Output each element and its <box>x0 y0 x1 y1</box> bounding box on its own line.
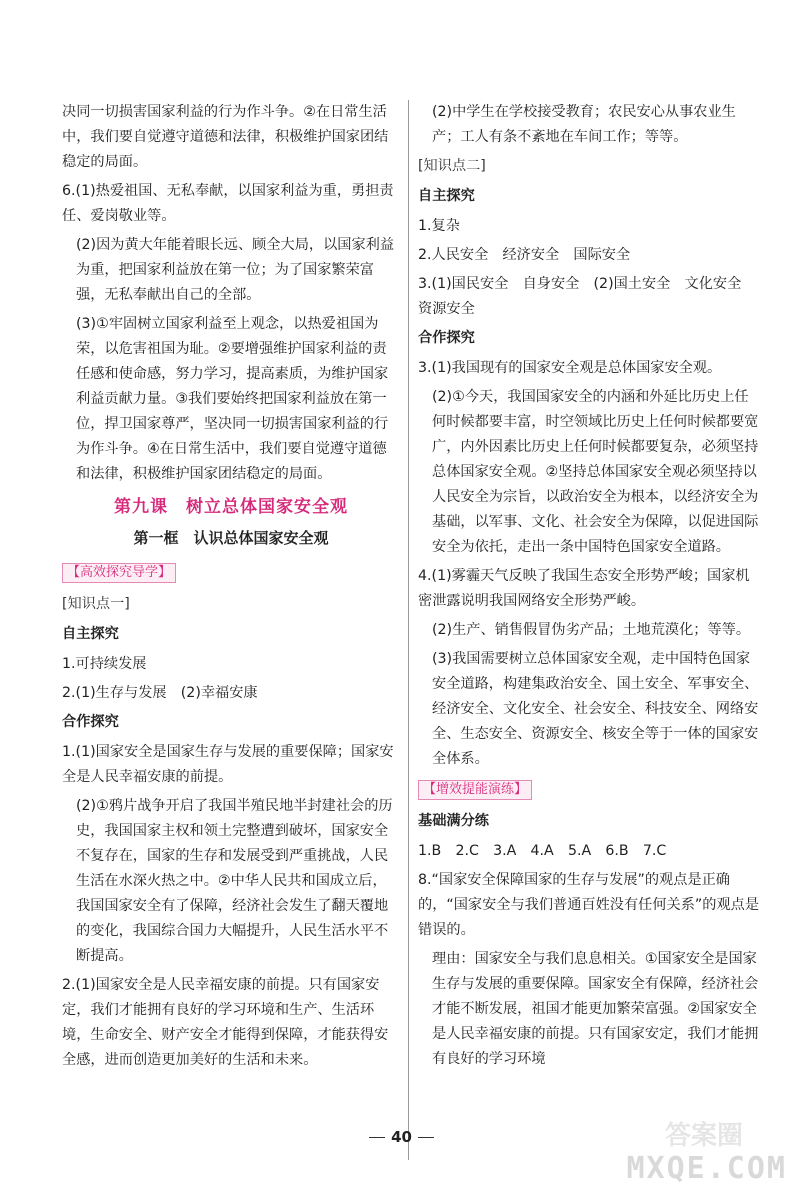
column-divider <box>408 100 409 1160</box>
answer-paragraph: 理由：国家安全与我们息息相关。①国家安全是国家生存与发展的重要保障。国家安全有保障，经济社会才能不断发展，祖国才能更加繁荣富强。②国家安全是人民幸福安康的前提。只有国家安定，我们才能拥有良好的学习环境 <box>432 951 759 1067</box>
watermark-url: MXQE.COM <box>626 1151 787 1186</box>
answer-paragraph: 2.人民安全 经济安全 国际安全 <box>418 247 631 263</box>
left-column <box>62 100 400 1077</box>
knowledge-point-label: [知识点一] <box>62 596 130 612</box>
answer-paragraph: 6.(1)热爱祖国、无私奉献，以国家利益为重，勇担责任、爱岗敬业等。 <box>62 183 394 224</box>
subheading: 合作探究 <box>62 714 119 730</box>
watermark-logo: 答案圈 <box>664 1121 743 1151</box>
answer-paragraph: 3.(1)我国现有的国家安全观是总体国家安全观。 <box>418 360 722 376</box>
answer-paragraph: (2)①今天，我国国家安全的内涵和外延比历史上任何时候都要丰富，时空领域比历史上任何时候都要宽广，内外因素比历史上任何时候都要复杂，必须坚持总体国家安全观。②坚持总体国家安全观必须坚持以人民安全为宗旨，以政治安全为根本，以经济安全为基础，以军事、文化、社会安全为保障，以促进国际安全为依托，走出一条中国特色国家安全道路。 <box>432 389 759 555</box>
frame-title: 第一框 认识总体国家安全观 <box>133 529 329 547</box>
answer-paragraph: (2)中学生在学校接受教育；农民安心从事农业生产；工人有条不紊地在车间工作；等等。 <box>432 104 736 145</box>
subheading: 自主探究 <box>418 188 475 204</box>
right-column <box>418 100 760 1076</box>
answer-paragraph: (2)因为黄大年能着眼长远、顾全大局，以国家利益为重，把国家利益放在第一位；为了国家繁荣富强，无私奉献出自己的全部。 <box>76 237 395 303</box>
answer-paragraph: 决同一切损害国家利益的行为作斗争。②在日常生活中，我们要自觉遵守道德和法律，积极维护国家团结稳定的局面。 <box>62 104 389 170</box>
answer-paragraph: (2)①鸦片战争开启了我国半殖民地半封建社会的历史，我国国家主权和领土完整遭到破坏，国家安全不复存在，国家的生存和发展受到严重挑战，人民生活在水深火热之中。②中华人民共和国成立后，我国国家安全有了保障，经济社会发生了翻天覆地的变化，我国综合国力大幅提升，人民生活水平不断提高。 <box>76 798 393 964</box>
answer-paragraph: 1.复杂 <box>418 218 460 234</box>
answer-paragraph: 2.(1)生存与发展 (2)幸福安康 <box>62 685 258 701</box>
section-tag: 【增效提能演练】 <box>418 780 532 800</box>
dash-right <box>418 1137 434 1138</box>
page-number: 40 <box>391 1128 412 1146</box>
answer-paragraph: 3.(1)国民安全 自身安全 (2)国土安全 文化安全 资源安全 <box>418 276 756 317</box>
section-tag: 【高效探究导学】 <box>62 563 176 583</box>
dash-left <box>369 1137 385 1138</box>
subheading: 自主探究 <box>62 626 119 642</box>
subheading: 合作探究 <box>418 330 475 346</box>
answer-paragraph: 1.可持续发展 <box>62 656 147 672</box>
answer-paragraph: (3)①牢固树立国家利益至上观念，以热爱祖国为荣，以危害祖国为耻。②要增强维护国家利益的责任感和使命感，努力学习，提高素质，为维护国家利益贡献力量。③我们要始终把国家利益放在第一位，捍卫国家尊严，坚决同一切损害国家利益的行为作斗争。④在日常生活中，我们要自觉遵守道德和法律，积极维护国家团结稳定的局面。 <box>76 316 389 482</box>
answer-paragraph: (2)生产、销售假冒伪劣产品；土地荒漠化；等等。 <box>432 622 751 638</box>
answer-paragraph: 4.(1)雾霾天气反映了我国生态安全形势严峻；国家机密泄露说明我国网络安全形势严峻。 <box>418 568 750 609</box>
answer-key-line: 1.B 2.C 3.A 4.A 5.A 6.B 7.C <box>418 843 667 859</box>
answer-paragraph: 8.“国家安全保障国家的生存与发展”的观点是正确的，“国家安全与我们普通百姓没有任何关系”的观点是错误的。 <box>418 872 760 938</box>
answer-paragraph: 2.(1)国家安全是人民幸福安康的前提。只有国家安定，我们才能拥有良好的学习环境和生产、生活环境，生命安全、财产安全才能得到保障，才能获得安全感，进而创造更加美好的生活和未来。 <box>62 977 389 1068</box>
answer-paragraph: (3)我国需要树立总体国家安全观，走中国特色国家安全道路，构建集政治安全、国土安全、军事安全、经济安全、文化安全、社会安全、科技安全、网络安全、生态安全、资源安全、核安全等于一体的国家安全体系。 <box>432 651 759 767</box>
answer-paragraph: 1.(1)国家安全是国家生存与发展的重要保障；国家安全是人民幸福安康的前提。 <box>62 744 394 785</box>
subheading: 基础满分练 <box>418 813 489 829</box>
knowledge-point-label: [知识点二] <box>418 158 486 174</box>
lesson-title: 第九课 树立总体国家安全观 <box>114 497 348 517</box>
